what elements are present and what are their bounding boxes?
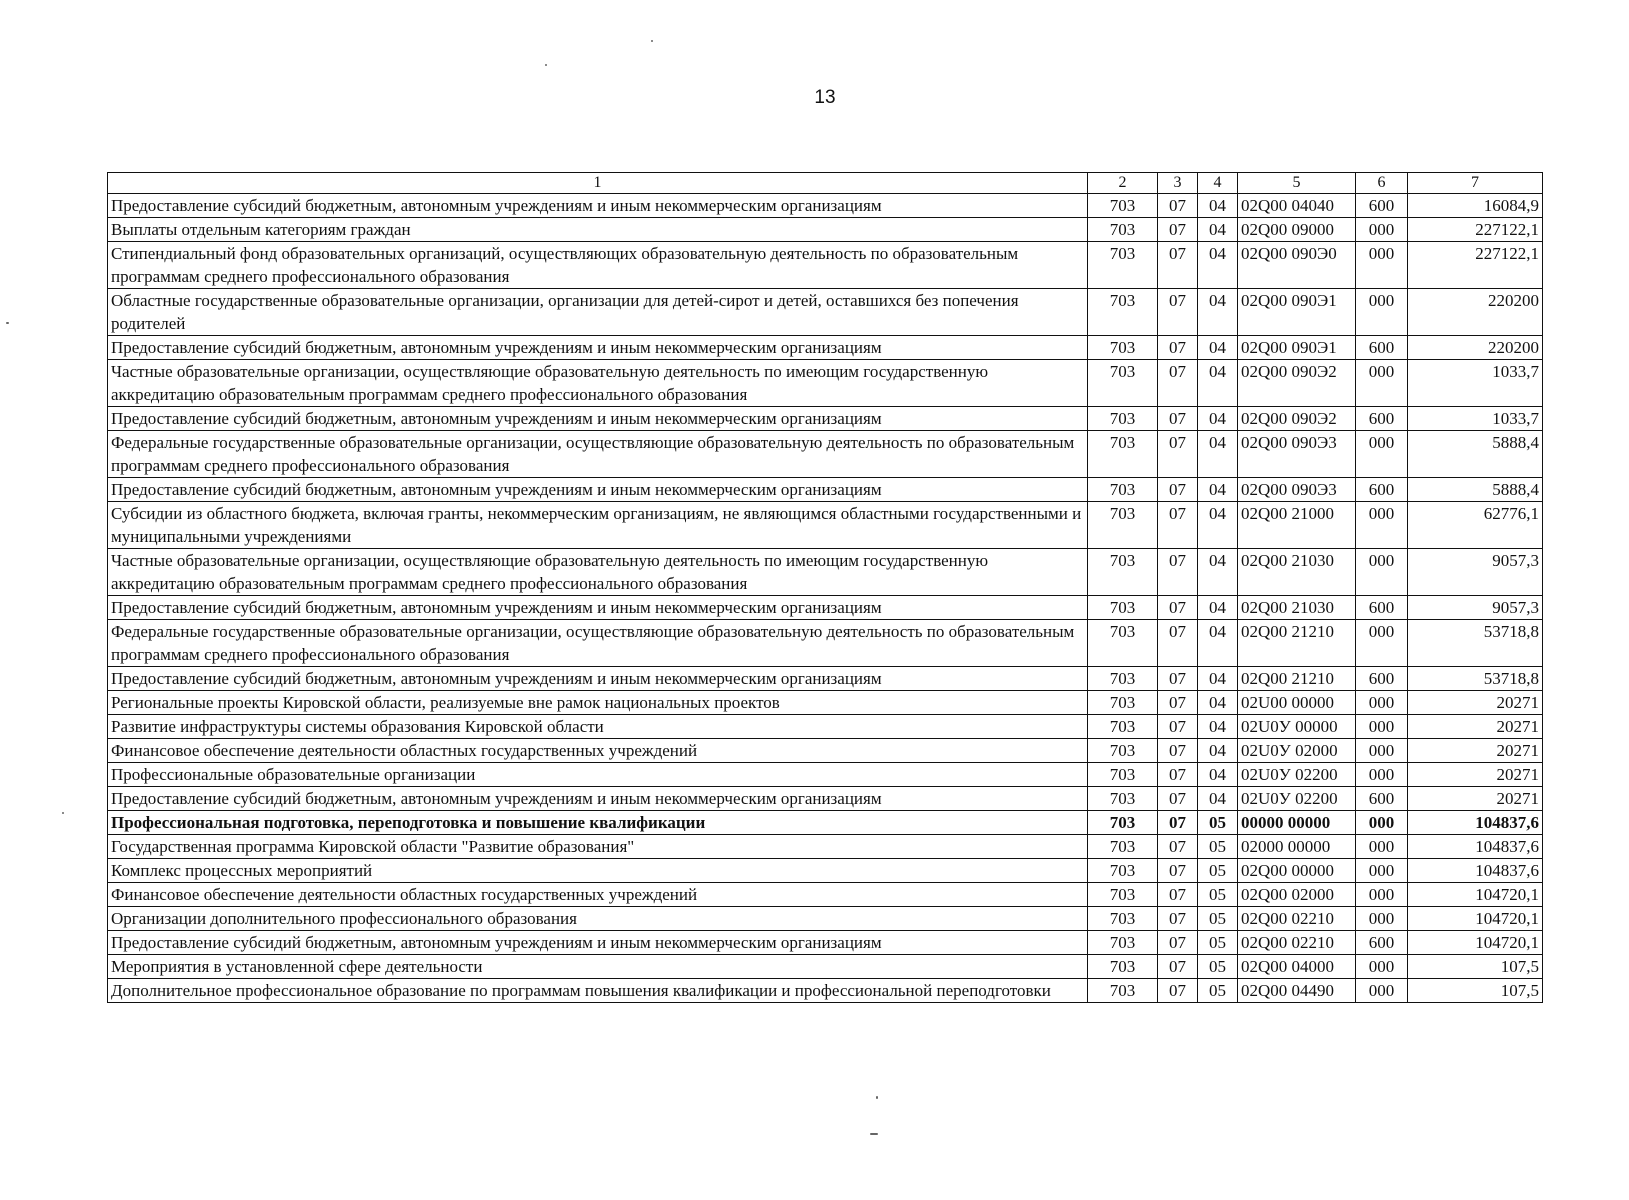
cell-ministry-code: 703 (1088, 218, 1158, 242)
cell-name: Предоставление субсидий бюджетным, автономным учреждениям и иным некоммерческим организациям (108, 478, 1088, 502)
table-row (108, 739, 1543, 763)
cell-target-code: 02Q00 00000 (1238, 859, 1356, 883)
cell-name: Финансовое обеспечение деятельности областных государственных учреждений (108, 883, 1088, 907)
table-row (108, 478, 1543, 502)
cell-amount: 20271 (1408, 763, 1543, 787)
table-row (108, 715, 1543, 739)
cell-name: Федеральные государственные образовательные организации, осуществляющие образовательную деятельность по образовательным программам среднего профессионального образования (108, 431, 1088, 478)
cell-ministry-code: 703 (1088, 859, 1158, 883)
cell-amount: 104837,6 (1408, 835, 1543, 859)
cell-ministry-code: 703 (1088, 596, 1158, 620)
cell-amount: 1033,7 (1408, 407, 1543, 431)
cell-expense-type: 000 (1356, 811, 1408, 835)
cell-section: 07 (1158, 811, 1198, 835)
cell-expense-type: 600 (1356, 407, 1408, 431)
cell-amount: 104720,1 (1408, 931, 1543, 955)
cell-subsection: 05 (1198, 907, 1238, 931)
table-row (108, 549, 1543, 596)
cell-target-code: 02Q00 02210 (1238, 907, 1356, 931)
header-cell-target-code: 5 (1238, 173, 1356, 194)
cell-name: Областные государственные образовательные организации, организации для детей-сирот и детей, оставшихся без попечения родителей (108, 289, 1088, 336)
header-cell-section: 3 (1158, 173, 1198, 194)
cell-target-code: 02Q00 090Э3 (1238, 478, 1356, 502)
cell-expense-type: 600 (1356, 336, 1408, 360)
cell-section: 07 (1158, 763, 1198, 787)
cell-subsection: 05 (1198, 883, 1238, 907)
table-row (108, 667, 1543, 691)
cell-subsection: 04 (1198, 739, 1238, 763)
table-row (108, 194, 1543, 218)
cell-expense-type: 000 (1356, 715, 1408, 739)
table-row (108, 620, 1543, 667)
cell-section: 07 (1158, 955, 1198, 979)
cell-ministry-code: 703 (1088, 979, 1158, 1003)
cell-section: 07 (1158, 360, 1198, 407)
cell-amount: 20271 (1408, 787, 1543, 811)
cell-target-code: 02Q00 21210 (1238, 620, 1356, 667)
cell-section: 07 (1158, 859, 1198, 883)
cell-name: Государственная программа Кировской области "Развитие образования" (108, 835, 1088, 859)
cell-section: 07 (1158, 835, 1198, 859)
header-cell-amount: 7 (1408, 173, 1543, 194)
cell-amount: 5888,4 (1408, 431, 1543, 478)
table-row (108, 835, 1543, 859)
cell-target-code: 02Q00 02210 (1238, 931, 1356, 955)
table-row (108, 431, 1543, 478)
header-cell-name: 1 (108, 173, 1088, 194)
cell-section: 07 (1158, 596, 1198, 620)
cell-amount: 104720,1 (1408, 883, 1543, 907)
cell-amount: 20271 (1408, 715, 1543, 739)
header-cell-subsection: 4 (1198, 173, 1238, 194)
cell-section: 07 (1158, 549, 1198, 596)
cell-subsection: 04 (1198, 218, 1238, 242)
cell-section: 07 (1158, 478, 1198, 502)
cell-section: 07 (1158, 502, 1198, 549)
cell-expense-type: 000 (1356, 360, 1408, 407)
cell-expense-type: 000 (1356, 907, 1408, 931)
cell-name: Частные образовательные организации, осуществляющие образовательную деятельность по имеющим государственную аккредитацию образовательным программам среднего профессионального образования (108, 549, 1088, 596)
cell-expense-type: 000 (1356, 979, 1408, 1003)
cell-subsection: 04 (1198, 360, 1238, 407)
cell-expense-type: 000 (1356, 835, 1408, 859)
cell-target-code: 02U0У 02200 (1238, 787, 1356, 811)
cell-name: Организации дополнительного профессионального образования (108, 907, 1088, 931)
cell-subsection: 05 (1198, 835, 1238, 859)
cell-ministry-code: 703 (1088, 549, 1158, 596)
cell-ministry-code: 703 (1088, 715, 1158, 739)
cell-amount: 53718,8 (1408, 667, 1543, 691)
cell-subsection: 04 (1198, 667, 1238, 691)
header-cell-expense-type: 6 (1356, 173, 1408, 194)
cell-subsection: 05 (1198, 811, 1238, 835)
cell-amount: 220200 (1408, 336, 1543, 360)
cell-name: Профессиональные образовательные организации (108, 763, 1088, 787)
cell-name: Предоставление субсидий бюджетным, автономным учреждениям и иным некоммерческим организациям (108, 596, 1088, 620)
cell-subsection: 04 (1198, 289, 1238, 336)
cell-section: 07 (1158, 907, 1198, 931)
cell-target-code: 02Q00 02000 (1238, 883, 1356, 907)
cell-amount: 104837,6 (1408, 811, 1543, 835)
cell-ministry-code: 703 (1088, 431, 1158, 478)
cell-section: 07 (1158, 431, 1198, 478)
cell-ministry-code: 703 (1088, 811, 1158, 835)
cell-target-code: 02Q00 090Э2 (1238, 407, 1356, 431)
cell-section: 07 (1158, 407, 1198, 431)
cell-section: 07 (1158, 242, 1198, 289)
cell-section: 07 (1158, 336, 1198, 360)
cell-amount: 16084,9 (1408, 194, 1543, 218)
cell-ministry-code: 703 (1088, 955, 1158, 979)
cell-target-code: 02U00 00000 (1238, 691, 1356, 715)
cell-name: Развитие инфраструктуры системы образования Кировской области (108, 715, 1088, 739)
table-row (108, 502, 1543, 549)
cell-section: 07 (1158, 691, 1198, 715)
cell-name: Федеральные государственные образовательные организации, осуществляющие образовательную деятельность по образовательным программам среднего профессионального образования (108, 620, 1088, 667)
cell-expense-type: 600 (1356, 667, 1408, 691)
cell-section: 07 (1158, 739, 1198, 763)
table-row (108, 407, 1543, 431)
cell-section: 07 (1158, 289, 1198, 336)
cell-ministry-code: 703 (1088, 739, 1158, 763)
cell-subsection: 04 (1198, 596, 1238, 620)
cell-name: Субсидии из областного бюджета, включая гранты, некоммерческим организациям, не являющимся областными государственными и муниципальными учреждениями (108, 502, 1088, 549)
cell-expense-type: 600 (1356, 596, 1408, 620)
cell-amount: 104720,1 (1408, 907, 1543, 931)
cell-target-code: 00000 00000 (1238, 811, 1356, 835)
cell-ministry-code: 703 (1088, 502, 1158, 549)
cell-expense-type: 000 (1356, 955, 1408, 979)
cell-target-code: 02Q00 21030 (1238, 549, 1356, 596)
cell-amount: 9057,3 (1408, 549, 1543, 596)
cell-subsection: 04 (1198, 336, 1238, 360)
cell-name: Выплаты отдельным категориям граждан (108, 218, 1088, 242)
cell-name: Предоставление субсидий бюджетным, автономным учреждениям и иным некоммерческим организациям (108, 336, 1088, 360)
cell-section: 07 (1158, 979, 1198, 1003)
cell-target-code: 02Q00 090Э3 (1238, 431, 1356, 478)
cell-subsection: 05 (1198, 859, 1238, 883)
cell-ministry-code: 703 (1088, 242, 1158, 289)
cell-ministry-code: 703 (1088, 336, 1158, 360)
cell-ministry-code: 703 (1088, 931, 1158, 955)
cell-expense-type: 600 (1356, 931, 1408, 955)
cell-amount: 1033,7 (1408, 360, 1543, 407)
cell-amount: 227122,1 (1408, 218, 1543, 242)
table-body (108, 194, 1543, 1003)
table-row (108, 883, 1543, 907)
table-row (108, 596, 1543, 620)
cell-name: Финансовое обеспечение деятельности областных государственных учреждений (108, 739, 1088, 763)
cell-expense-type: 000 (1356, 691, 1408, 715)
cell-expense-type: 000 (1356, 502, 1408, 549)
table-row (108, 218, 1543, 242)
cell-subsection: 04 (1198, 715, 1238, 739)
budget-table (107, 172, 1543, 1003)
cell-ministry-code: 703 (1088, 691, 1158, 715)
cell-expense-type: 000 (1356, 549, 1408, 596)
table-row (108, 787, 1543, 811)
cell-amount: 62776,1 (1408, 502, 1543, 549)
cell-target-code: 02Q00 090Э0 (1238, 242, 1356, 289)
cell-subsection: 04 (1198, 242, 1238, 289)
cell-amount: 5888,4 (1408, 478, 1543, 502)
header-row (108, 173, 1543, 194)
cell-subsection: 05 (1198, 979, 1238, 1003)
table-row (108, 931, 1543, 955)
cell-subsection: 04 (1198, 478, 1238, 502)
cell-amount: 20271 (1408, 739, 1543, 763)
cell-ministry-code: 703 (1088, 360, 1158, 407)
cell-amount: 9057,3 (1408, 596, 1543, 620)
cell-expense-type: 000 (1356, 242, 1408, 289)
cell-section: 07 (1158, 883, 1198, 907)
table-row (108, 242, 1543, 289)
cell-amount: 107,5 (1408, 979, 1543, 1003)
cell-target-code: 02U0У 02200 (1238, 763, 1356, 787)
cell-ministry-code: 703 (1088, 763, 1158, 787)
table-row (108, 955, 1543, 979)
cell-target-code: 02Q00 04490 (1238, 979, 1356, 1003)
cell-amount: 20271 (1408, 691, 1543, 715)
table-row (108, 360, 1543, 407)
header-cell-ministry: 2 (1088, 173, 1158, 194)
cell-name: Предоставление субсидий бюджетным, автономным учреждениям и иным некоммерческим организациям (108, 407, 1088, 431)
cell-subsection: 05 (1198, 955, 1238, 979)
cell-expense-type: 600 (1356, 194, 1408, 218)
cell-subsection: 04 (1198, 407, 1238, 431)
cell-name: Дополнительное профессиональное образование по программам повышения квалификации и профессиональной переподготовки (108, 979, 1088, 1003)
cell-target-code: 02Q00 21210 (1238, 667, 1356, 691)
cell-name: Частные образовательные организации, осуществляющие образовательную деятельность по имеющим государственную аккредитацию образовательным программам среднего профессионального образования (108, 360, 1088, 407)
cell-subsection: 04 (1198, 431, 1238, 478)
cell-subsection: 05 (1198, 931, 1238, 955)
cell-subsection: 04 (1198, 787, 1238, 811)
cell-target-code: 02Q00 090Э1 (1238, 336, 1356, 360)
table-row (108, 691, 1543, 715)
cell-name: Мероприятия в установленной сфере деятельности (108, 955, 1088, 979)
cell-amount: 53718,8 (1408, 620, 1543, 667)
cell-name: Предоставление субсидий бюджетным, автономным учреждениям и иным некоммерческим организациям (108, 194, 1088, 218)
cell-section: 07 (1158, 787, 1198, 811)
cell-expense-type: 000 (1356, 620, 1408, 667)
cell-expense-type: 000 (1356, 218, 1408, 242)
cell-expense-type: 000 (1356, 739, 1408, 763)
cell-target-code: 02Q00 04000 (1238, 955, 1356, 979)
cell-ministry-code: 703 (1088, 667, 1158, 691)
cell-target-code: 02000 00000 (1238, 835, 1356, 859)
table-row (108, 289, 1543, 336)
cell-ministry-code: 703 (1088, 787, 1158, 811)
cell-expense-type: 000 (1356, 431, 1408, 478)
cell-name: Профессиональная подготовка, переподготовка и повышение квалификации (108, 811, 1088, 835)
cell-subsection: 04 (1198, 549, 1238, 596)
cell-target-code: 02Q00 09000 (1238, 218, 1356, 242)
cell-target-code: 02Q00 21000 (1238, 502, 1356, 549)
cell-name: Предоставление субсидий бюджетным, автономным учреждениям и иным некоммерческим организациям (108, 931, 1088, 955)
cell-expense-type: 000 (1356, 859, 1408, 883)
cell-ministry-code: 703 (1088, 907, 1158, 931)
cell-amount: 227122,1 (1408, 242, 1543, 289)
cell-name: Региональные проекты Кировской области, реализуемые вне рамок национальных проектов (108, 691, 1088, 715)
cell-ministry-code: 703 (1088, 194, 1158, 218)
cell-section: 07 (1158, 218, 1198, 242)
cell-target-code: 02Q00 090Э1 (1238, 289, 1356, 336)
table-row (108, 336, 1543, 360)
cell-section: 07 (1158, 667, 1198, 691)
cell-name: Стипендиальный фонд образовательных организаций, осуществляющих образовательную деятельность по образовательным программам среднего профессионального образования (108, 242, 1088, 289)
cell-section: 07 (1158, 931, 1198, 955)
cell-ministry-code: 703 (1088, 407, 1158, 431)
cell-name: Комплекс процессных мероприятий (108, 859, 1088, 883)
cell-ministry-code: 703 (1088, 478, 1158, 502)
cell-expense-type: 600 (1356, 787, 1408, 811)
cell-subsection: 04 (1198, 502, 1238, 549)
table-row (108, 763, 1543, 787)
cell-expense-type: 000 (1356, 763, 1408, 787)
cell-ministry-code: 703 (1088, 883, 1158, 907)
table-row (108, 907, 1543, 931)
cell-target-code: 02Q00 090Э2 (1238, 360, 1356, 407)
cell-amount: 104837,6 (1408, 859, 1543, 883)
cell-ministry-code: 703 (1088, 620, 1158, 667)
cell-subsection: 04 (1198, 691, 1238, 715)
cell-ministry-code: 703 (1088, 289, 1158, 336)
cell-expense-type: 000 (1356, 289, 1408, 336)
cell-target-code: 02U0У 02000 (1238, 739, 1356, 763)
cell-amount: 107,5 (1408, 955, 1543, 979)
cell-ministry-code: 703 (1088, 835, 1158, 859)
cell-target-code: 02Q00 21030 (1238, 596, 1356, 620)
cell-name: Предоставление субсидий бюджетным, автономным учреждениям и иным некоммерческим организациям (108, 787, 1088, 811)
table-row (108, 859, 1543, 883)
table-row (108, 811, 1543, 835)
cell-subsection: 04 (1198, 194, 1238, 218)
cell-expense-type: 000 (1356, 883, 1408, 907)
cell-target-code: 02U0У 00000 (1238, 715, 1356, 739)
cell-target-code: 02Q00 04040 (1238, 194, 1356, 218)
cell-name: Предоставление субсидий бюджетным, автономным учреждениям и иным некоммерческим организациям (108, 667, 1088, 691)
cell-expense-type: 600 (1356, 478, 1408, 502)
cell-subsection: 04 (1198, 620, 1238, 667)
page-number: 13 (814, 87, 836, 108)
table-row (108, 979, 1543, 1003)
cell-amount: 220200 (1408, 289, 1543, 336)
cell-subsection: 04 (1198, 763, 1238, 787)
cell-section: 07 (1158, 715, 1198, 739)
cell-section: 07 (1158, 194, 1198, 218)
cell-section: 07 (1158, 620, 1198, 667)
